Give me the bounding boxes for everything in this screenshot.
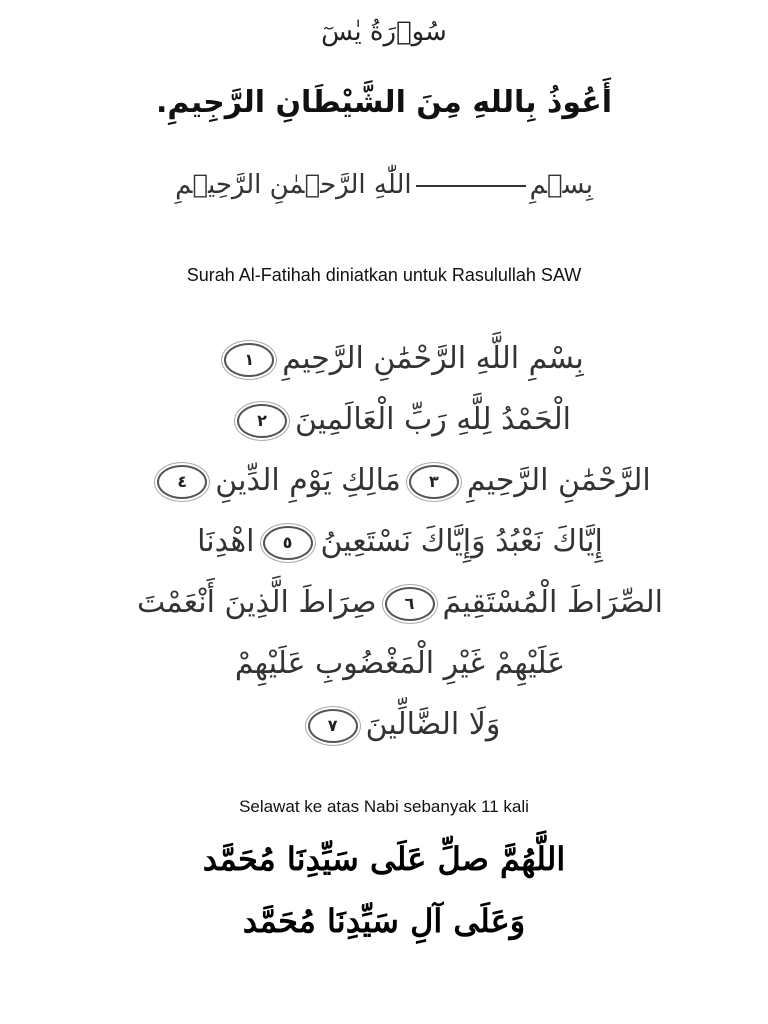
basmalah-stroke xyxy=(416,185,526,187)
ayah-number-marker: ٧ xyxy=(308,709,358,743)
verse-text: صِرَاطَ الَّذِينَ أَنْعَمْتَ xyxy=(136,585,377,620)
verse-text: إِيَّاكَ نَعْبُدُ وَإِيَّاكَ نَسْتَعِينُ xyxy=(320,524,603,559)
verse-text: مَالِكِ يَوْمِ الدِّينِ xyxy=(215,463,401,498)
ayah-number-marker: ٣ xyxy=(409,465,459,499)
verse-text: عَلَيْهِمْ غَيْرِ الْمَغْضُوبِ عَلَيْهِمْ xyxy=(234,646,566,681)
fatihah-line xyxy=(120,389,680,450)
fatihah-line xyxy=(120,694,680,755)
taawudz-text: أَعُوذُ بِاللهِ مِنَ الشَّيْطَانِ الرَّجِيمِ. xyxy=(156,85,612,120)
basmalah-rest: اللّٰهِ الرَّحۡمٰنِ الرَّحِيۡمِ xyxy=(175,170,412,200)
fatihah-intent-caption: Surah Al-Fatihah diniatkan untuk Rasulullah SAW xyxy=(186,265,582,285)
fatihah-line xyxy=(120,511,680,572)
verse-text: الرَّحْمَٰنِ الرَّحِيمِ xyxy=(466,463,651,498)
fatihah-line xyxy=(120,633,680,694)
selawat-intent-caption: Selawat ke atas Nabi sebanyak 11 kali xyxy=(239,797,529,816)
basmalah-calligraphy xyxy=(0,155,768,215)
basmalah-bismi: بِسۡمِ xyxy=(529,170,593,200)
ayah-number-marker: ٢ xyxy=(237,404,287,438)
selawat-line-2: وَعَلَى آلِ سَيِّدِنَا مُحَمَّد xyxy=(242,902,526,940)
verse-text: الصِّرَاطَ الْمُسْتَقِيمَ xyxy=(442,585,664,620)
surah-fatihah-block xyxy=(120,328,680,755)
fatihah-line xyxy=(120,328,680,389)
verse-text: بِسْمِ اللَّهِ الرَّحْمَٰنِ الرَّحِيمِ xyxy=(282,341,584,376)
verse-text: وَلَا الضَّالِّينَ xyxy=(365,707,501,742)
fatihah-line xyxy=(120,450,680,511)
verse-text: الْحَمْدُ لِلَّهِ رَبِّ الْعَالَمِينَ xyxy=(295,402,571,437)
ayah-number-marker: ٥ xyxy=(263,526,313,560)
ayah-number-marker: ١ xyxy=(224,343,274,377)
ayah-number-marker: ٤ xyxy=(157,465,207,499)
ayah-number-marker: ٦ xyxy=(385,587,435,621)
selawat-line-1: اللَّهُمَّ صلِّ عَلَى سَيِّدِنَا مُحَمَّد xyxy=(202,840,566,878)
fatihah-line xyxy=(120,572,680,633)
verse-text: اهْدِنَا xyxy=(197,524,255,559)
surah-title: سُوۡرَةُ يٰسٓ xyxy=(321,17,447,47)
